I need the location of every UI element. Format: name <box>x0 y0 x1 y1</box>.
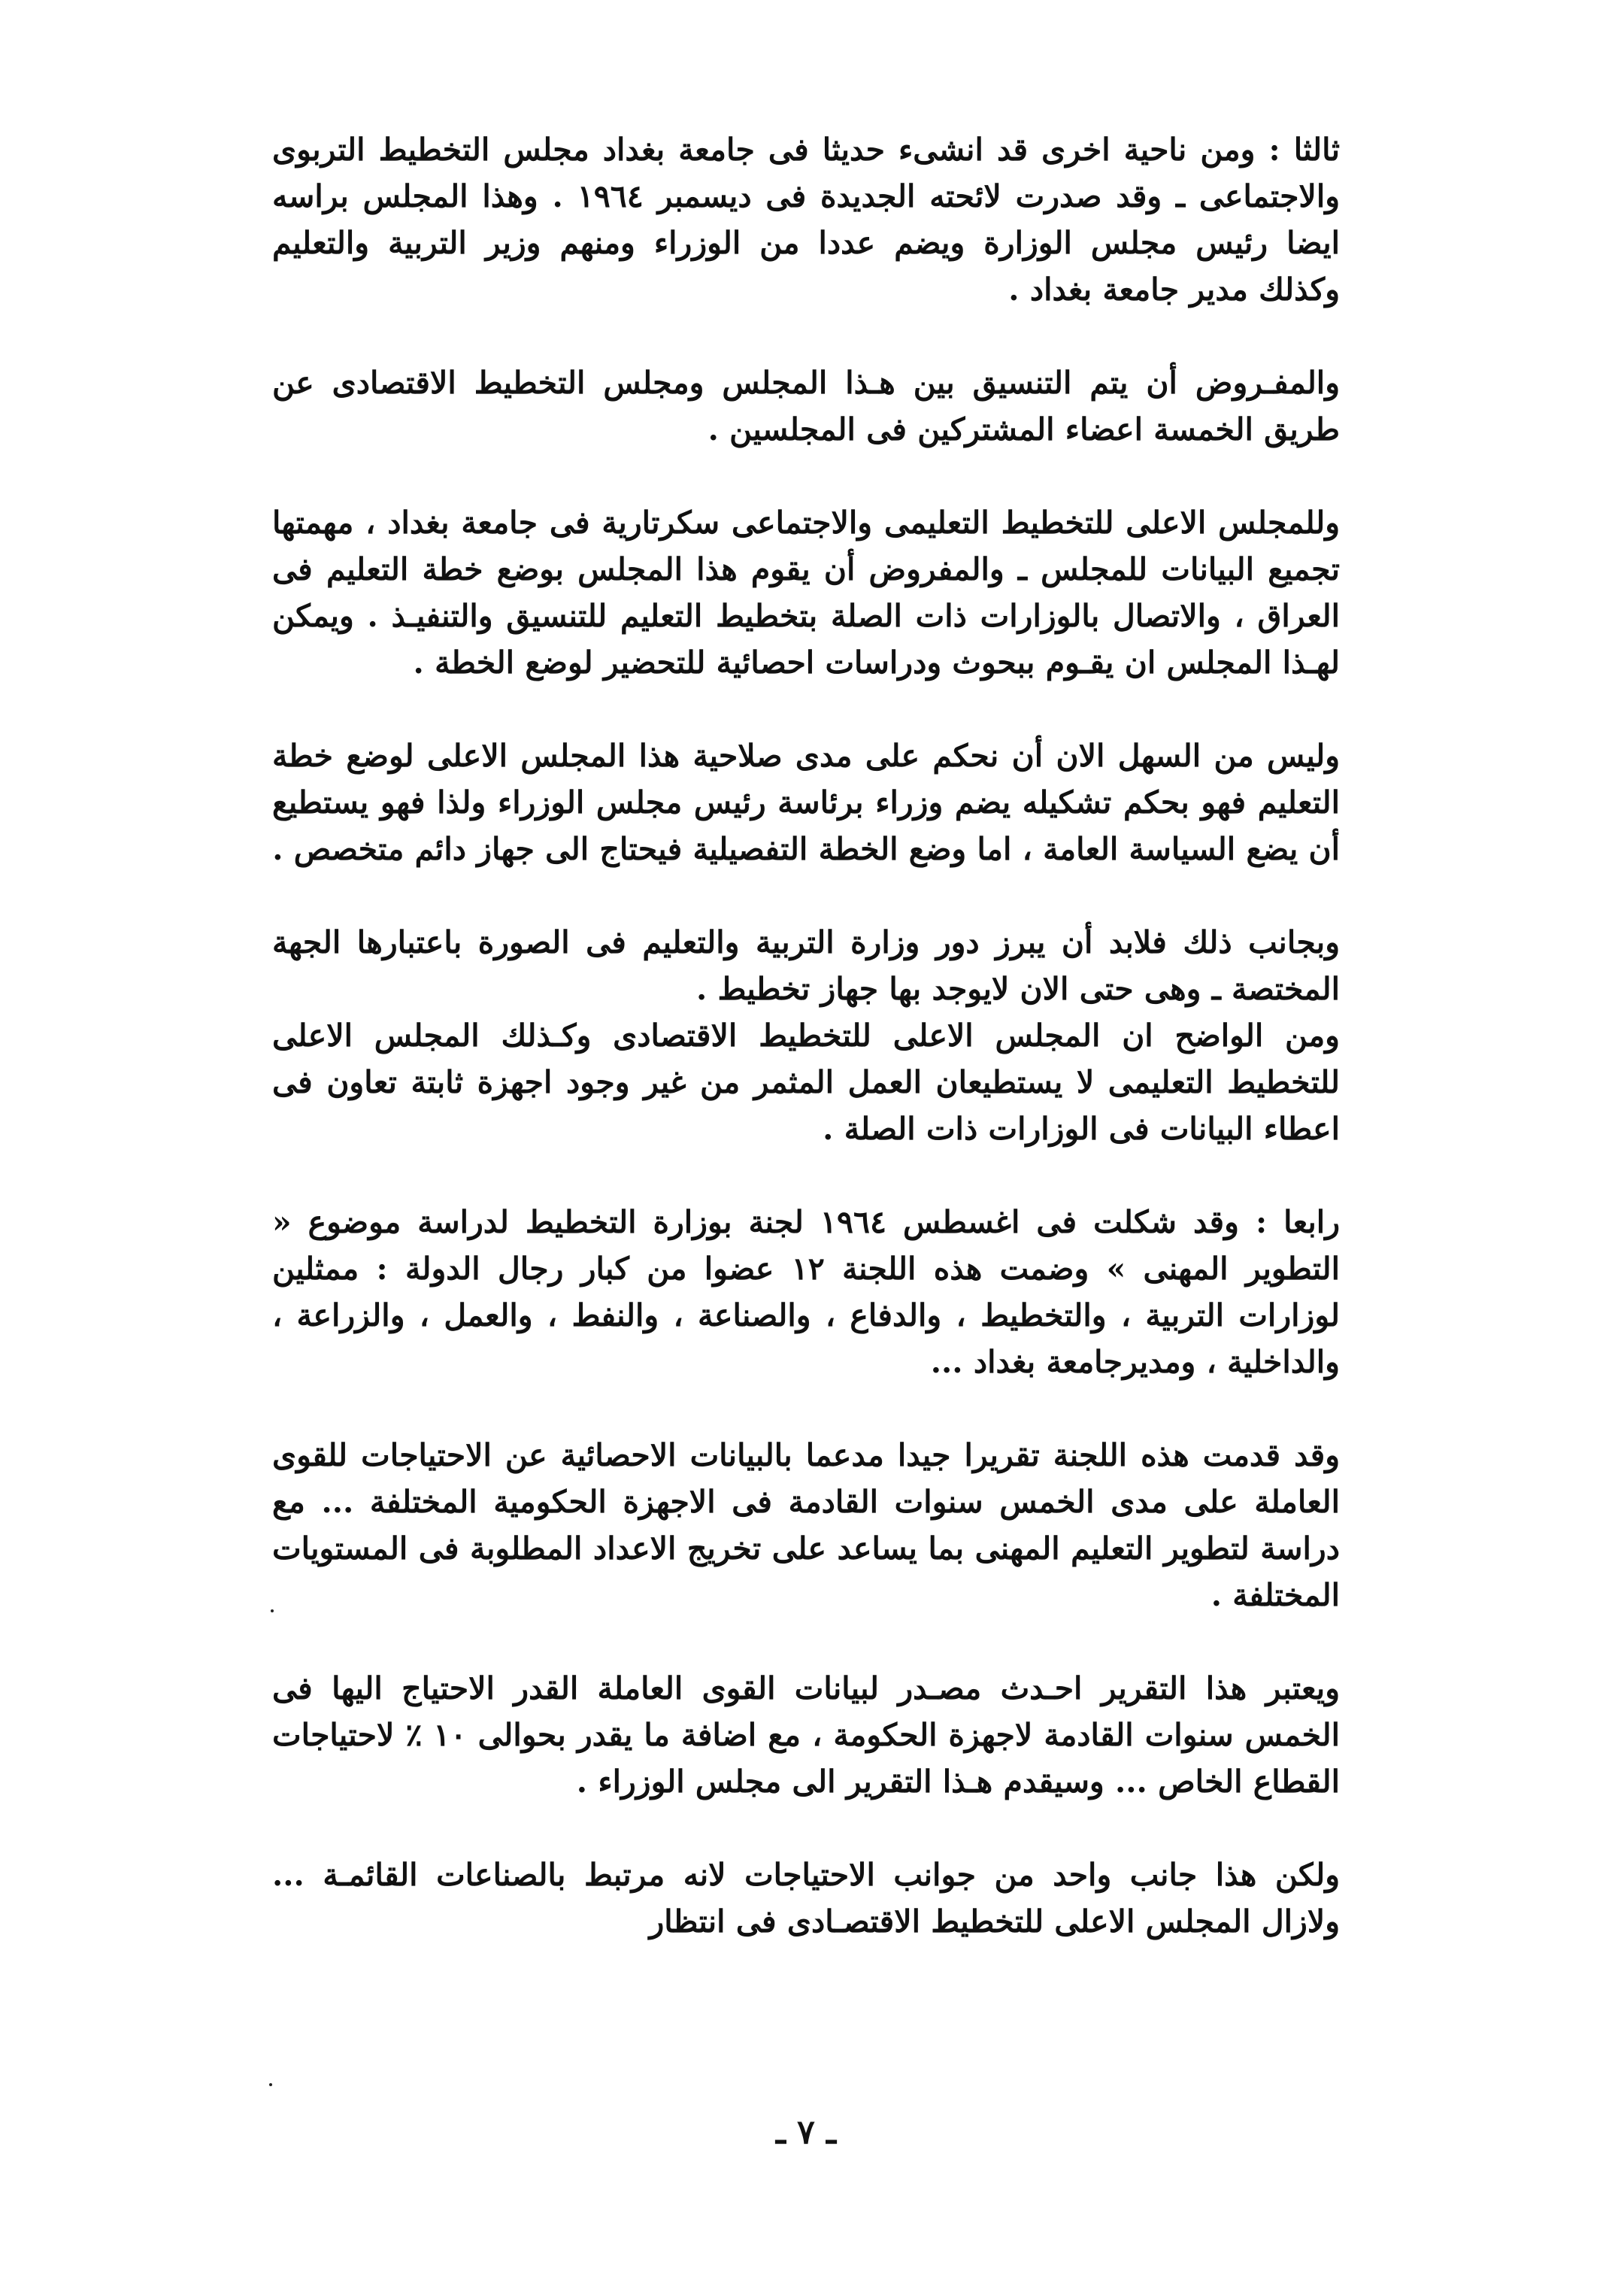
paragraph-text: والمفـروض أن يتم التنسيق بين هـذا المجلس ومجلس التخطيط الاقتصادى عن طريق الخمسة اعضاء المشتركين فى المجلسين . <box>272 365 1340 447</box>
paragraph-text: ويعتبر هذا التقرير احـدث مصـدر لبيانات القوى العاملة القدر الاحتياج اليها فى الخمس سنوات القادمة لاجهزة الحكومة ، مع اضافة ما يقدر بحوالى ١٠ ٪ لاحتياجات القطاع الخاص ... وسيقدم هـذا التقرير الى مجلس الوزراء . <box>272 1670 1340 1800</box>
page-number: ـ ٧ ـ <box>775 2113 837 2152</box>
paragraph-text: وقد قدمت هذه اللجنة تقريرا جيدا مدعما بالبيانات الاحصائية عن الاحتياجات للقوى العاملة على مدى الخمس سنوات القادمة فى الاجهزة الحكومية المختلفة ... مع دراسة لتطوير التعليم المهنى بما يساعد على تخريج الاعداد المطلوبة فى المستويات المختلفة . <box>272 1437 1340 1613</box>
paragraph-rabian <box>272 1199 1340 1385</box>
paragraph <box>272 919 1340 1012</box>
paragraph-text: ومن ناحية اخرى قد انشىء حديثا فى جامعة بغداد مجلس التخطيط التربوى والاجتماعى ـ وقد صدرت لائحته الجديدة فى ديسمبر ١٩٦٤ . وهذا المجلس براسه ايضا رئيس مجلس الوزارة ويضم عددا من الوزراء ومنهم وزير التربية والتعليم وكذلك مدير جامعة بغداد . <box>272 132 1341 308</box>
paragraph-text: وليس من السهل الان أن نحكم على مدى صلاحية هذا المجلس الاعلى لوضع خطة التعليم فهو بحكم تشكيله يضم وزراء برئاسة رئيس مجلس الوزراء ولذا فهو يستطيع أن يضع السياسة العامة ، اما وضع الخطة التفصيلية فيحتاج الى جهاز دائم متخصص . <box>272 738 1340 867</box>
body-text <box>272 126 1340 1945</box>
paragraph <box>272 1665 1340 1805</box>
paragraph-text: وبجانب ذلك فلابد أن يبرز دور وزارة التربية والتعليم فى الصورة باعتبارها الجهة المختصة ـ وهى حتى الان لايوجد بها جهاز تخطيط . <box>272 924 1340 1007</box>
paragraph <box>272 359 1340 453</box>
paragraph <box>272 1432 1340 1618</box>
paragraph <box>272 1012 1340 1152</box>
paragraph <box>272 499 1340 686</box>
paragraph-heading: ثالثا : <box>1268 132 1340 168</box>
scan-speck <box>271 1609 274 1612</box>
paragraph <box>272 732 1340 872</box>
paragraph <box>272 1852 1340 1945</box>
scan-speck <box>269 2083 272 2086</box>
paragraph-text: ولكن هذا جانب واحد من جوانب الاحتياجات لانه مرتبط بالصناعات القائمـة ... ولازال المجلس الاعلى للتخطيط الاقتصـادى فى انتظار <box>272 1857 1340 1940</box>
paragraph-heading: رابعا : <box>1255 1204 1340 1240</box>
paragraph-text: وقد شكلت فى اغسطس ١٩٦٤ لجنة بوزارة التخطيط لدراسة موضوع « التطوير المهنى » وضمت هذه اللجنة ١٢ عضوا من كبار رجال الدولة : ممثلين لوزارات التربية ، والتخطيط ، والدفاع ، والصناعة ، والنفط ، والعمل ، والزراعة ، والداخلية ، ومديرجامعة بغداد ... <box>272 1204 1340 1380</box>
paragraph-text: ومن الواضح ان المجلس الاعلى للتخطيط الاقتصادى وكـذلك المجلس الاعلى للتخطيط التعليمى لا يستطيعان العمل المثمر من غير وجود اجهزة ثابتة تعاون فى اعطاء البيانات فى الوزارات ذات الصلة . <box>272 1018 1340 1147</box>
paragraph-thalithan <box>272 126 1340 313</box>
paragraph-text: وللمجلس الاعلى للتخطيط التعليمى والاجتماعى سكرتارية فى جامعة بغداد ، مهمتها تجميع البيانات للمجلس ـ والمفروض أن يقوم هذا المجلس بوضع خطة التعليم فى العراق ، والاتصال بالوزارات ذات الصلة بتخطيط التعليم للتنسيق والتنفيـذ . ويمكن لهـذا المجلس ان يقـوم ببحوث ودراسات احصائية للتحضير لوضع الخطة . <box>272 505 1340 681</box>
